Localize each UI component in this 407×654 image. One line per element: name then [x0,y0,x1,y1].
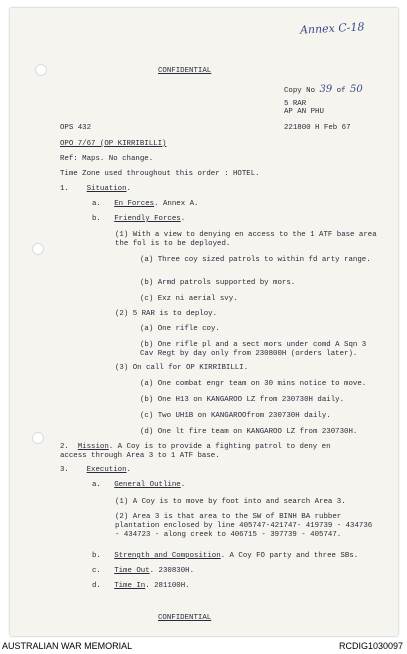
section-1b: b. Friendly Forces. [92,215,186,223]
section-3d: d. Time In. 281100H. [92,582,190,590]
friendly-forces-3: (3) On call for OP KIRRIBILLI. [115,364,249,372]
friendly-forces-1c: (c) Exz ni aerial svy. [140,295,238,303]
section-3a: a. General Outline. [92,481,186,489]
section-3b: b. Strength and Composition. A Coy FO party and three SBs. [92,552,359,560]
friendly-forces-1: (1) With a view to denying en access to the 1 ATF base area the fol is to be deployed. [115,231,377,248]
punch-hole [32,243,44,255]
section-1a: a. En Forces. Annex A. [92,200,199,208]
section-3-heading: 3. Execution. [60,466,131,474]
classification-bottom: CONFIDENTIAL [158,614,212,622]
location: AP AN PHU [284,108,324,116]
copy-number-line: Copy No 39 of 50 [284,84,363,95]
friendly-forces-1b: (b) Armd patrols supported by mors. [140,279,296,287]
time-zone-line: Time Zone used throughout this order : HOTEL. [60,170,260,178]
punch-hole [35,64,47,76]
friendly-forces-3d: (d) One lt fire team on KANGAROO LZ from 230730H. [140,428,358,436]
classification-top: CONFIDENTIAL [158,67,212,75]
section-1-heading: 1. Situation. [60,185,131,193]
friendly-forces-2a: (a) One rifle coy. [140,325,220,333]
friendly-forces-3a: (a) One combat engr team on 30 mins notice to move. [140,380,367,388]
ref-line: Ref: Maps. No change. [60,155,154,163]
friendly-forces-3b: (b) One H13 on KANGAROO LZ from 230730H daily. [140,396,345,404]
unit: 5 RAR [284,100,307,108]
friendly-forces-2: (2) 5 RAR is to deploy. [115,310,218,318]
document-page [10,8,398,636]
section-3c: c. Time Out. 230830H. [92,567,195,575]
handwritten-annotation: Annex C-18 [299,20,365,37]
punch-hole [32,432,44,444]
section-2-mission: 2. Mission. A Coy is to provide a fighting patrol to deny en access through Area 3 to 1 ATF base. [60,443,331,460]
general-outline-2: (2) Area 3 is that area to the SW of BINH BA rubber plantation enclosed by line 405747-421747- 419739 - 434736 - 434723 - along creek to 406715 - 397739 - 405747. [115,513,373,539]
order-title: OPO 7/67 (OP KIRRIBILLI) [60,140,167,148]
date-time-group: 221800 H Feb 67 [284,124,351,132]
copy-total: 50 [349,84,363,95]
friendly-forces-3c: (c) Two UH1B on KANGAROOfrom 230730H daily. [140,412,331,420]
footer-record-id: RCDIG1030097 [338,641,403,651]
ops-reference: OPS 432 [60,124,92,132]
friendly-forces-2b: (b) One rifle pl and a sect mors under comd A Sqn 3 Cav Regt by day only from 230800H (orders later). [140,341,367,358]
general-outline-1: (1) A Coy is to move by foot into and search Area 3. [115,498,346,506]
friendly-forces-1a: (a) Three coy sized patrols to within fd arty range. [140,256,371,264]
copy-number: 39 [319,84,333,95]
footer-archive-name: AUSTRALIAN WAR MEMORIAL [2,641,133,651]
